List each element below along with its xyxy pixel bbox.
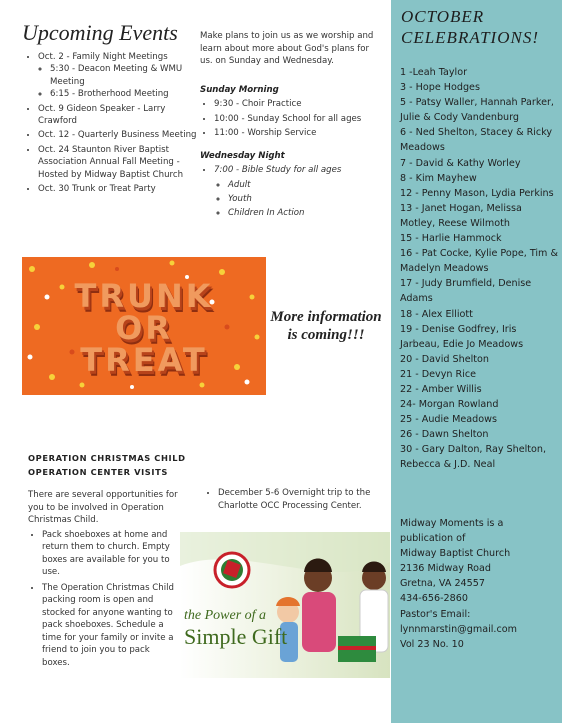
gift-tagline-main: Simple Gift	[184, 624, 288, 649]
celebration-item: 25 - Audie Meadows	[400, 414, 497, 426]
occ-item: • Pack shoeboxes at home and return them to church. Empty boxes are available for you to use.	[42, 529, 178, 579]
celebrations-list	[400, 65, 558, 473]
sunday-item: • 11:00 - Worship Service	[214, 127, 380, 139]
celebration-item: 8 - Kim Mayhew	[400, 172, 477, 184]
treat-word: TREAT	[80, 341, 208, 379]
sunday-heading: Sunday Morning	[200, 84, 279, 95]
trunk-word: TRUNK	[74, 277, 214, 315]
celebration-item: 20 - David Shelton	[400, 353, 489, 365]
celebration-item: 6 - Ned Shelton, Stacey & Ricky Meadows	[400, 127, 553, 154]
celebration-item: 21 - Devyn Rice	[400, 368, 477, 380]
wednesday-subitem: ◦ Children In Action	[228, 207, 380, 219]
event-item: • Oct. 30 Trunk or Treat Party	[38, 183, 198, 195]
wednesday-heading: Wednesday Night	[200, 150, 285, 161]
celebration-item: 12 - Penny Mason, Lydia Perkins	[400, 187, 554, 199]
occ-title: OPERATION CHRISTMAS CHILD OPERATION CENTER VISITS	[28, 453, 186, 477]
celebration-item: 30 - Gary Dalton, Ray Shelton, Rebecca & J.D. Neal	[400, 444, 547, 471]
wednesday-list	[200, 164, 380, 220]
occ-list	[28, 529, 178, 670]
or-word: OR	[115, 309, 173, 347]
celebration-item: 15 - Harlie Hammock	[400, 233, 502, 245]
sunday-item: • 9:30 - Choir Practice	[214, 98, 380, 110]
gift-tagline: the Power of a	[184, 608, 267, 623]
wednesday-subitem: ◦ Youth	[228, 193, 380, 205]
occ-body	[28, 489, 178, 672]
celebration-item: 3 - Hope Hodges	[400, 82, 480, 94]
occ-intro: There are several opportunities for you to be involved in Operation Christmas Child.	[28, 490, 178, 525]
celebration-item: 19 - Denise Godfrey, Iris Jarbeau, Edie Jo Meadows	[400, 323, 524, 350]
event-item: • Oct. 24 Staunton River Baptist Association Annual Fall Meeting - Hosted by Midway Baptist Church	[38, 144, 198, 181]
more-info-text: More information is coming!!!	[270, 309, 382, 343]
gift-photo	[180, 532, 390, 678]
celebration-item: 5 - Patsy Waller, Hannah Parker, Julie & Cody Vandenburg	[400, 97, 554, 124]
wednesday-item: • 7:00 - Bible Study for all ages ◦ Adult ◦ Youth ◦ Children In Action	[214, 164, 380, 220]
sunday-item: • 10:00 - Sunday School for all ages	[214, 113, 380, 125]
celebration-item: 13 - Janet Hogan, Melissa Motley, Reese Wilmoth	[400, 202, 522, 229]
occ-item: • The Operation Christmas Child packing room is open and stocked for anyone wanting to pack shoeboxes. Schedule a time for your family or invite a friend to join you to pack boxes.	[42, 582, 178, 670]
upcoming-events-heading: Upcoming Events	[22, 20, 178, 45]
december-item: • December 5-6 Overnight trip to the Charlotte OCC Processing Center.	[218, 487, 398, 512]
event-item: • Oct. 12 - Quarterly Business Meeting	[38, 129, 198, 141]
event-item: • Oct. 2 - Family Night Meetings ◦ 5:30 - Deacon Meeting & WMU Meeting ◦ 6:15 - Brotherhood Meeting	[38, 51, 198, 101]
publication-info: Midway Moments is a publication of Midway Baptist Church 2136 Midway Road Gretna, VA 24557 434-656-2860 Pastor's Email: lynnmarstin@gmail.com Vol 23 No. 10	[400, 518, 517, 650]
event-subitem: ◦ 6:15 - Brotherhood Meeting	[50, 88, 198, 100]
event-item: • Oct. 9 Gideon Speaker - Larry Crawford	[38, 103, 198, 128]
trunk-or-treat-image	[22, 257, 266, 395]
celebration-item: 17 - Judy Brumfield, Denise Adams	[400, 278, 532, 305]
celebration-item: 7 - David & Kathy Worley	[400, 157, 521, 169]
sunday-list	[200, 98, 380, 139]
celebration-item: 18 - Alex Elliott	[400, 308, 473, 320]
worship-section	[200, 30, 380, 222]
events-list	[26, 51, 198, 197]
sidebar-title: OCTOBER CELEBRATIONS!	[401, 7, 539, 47]
celebration-item: 1 -Leah Taylor	[400, 67, 468, 78]
december-trip	[204, 487, 398, 512]
event-subitem: ◦ 5:30 - Deacon Meeting & WMU Meeting	[50, 63, 198, 88]
celebration-item: 26 - Dawn Shelton	[400, 429, 489, 441]
worship-intro: Make plans to join us as we worship and learn about more about God's plans for us. on Sunday and Wednesday.	[200, 31, 374, 67]
simple-gift-image	[180, 532, 390, 678]
celebration-item: 16 - Pat Cocke, Kylie Pope, Tim & Madelyn Meadows	[400, 248, 558, 275]
celebration-item: 22 - Amber Willis	[400, 383, 482, 395]
wednesday-subitem: ◦ Adult	[228, 179, 380, 191]
celebration-item: 24- Morgan Rowland	[400, 399, 499, 411]
